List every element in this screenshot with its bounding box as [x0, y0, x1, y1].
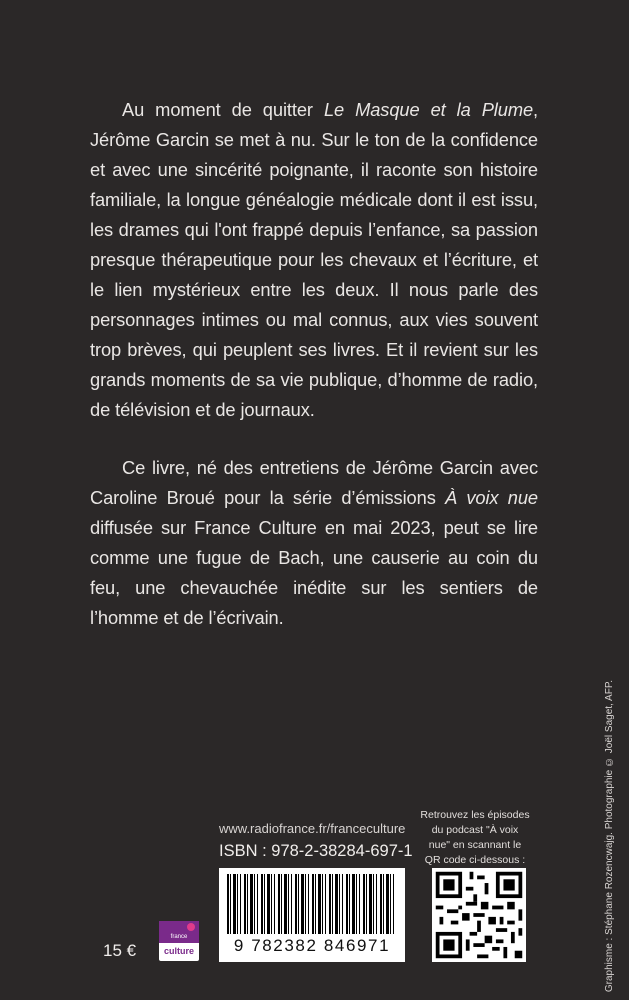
publisher-url[interactable]: www.radiofrance.fr/franceculture [219, 821, 406, 836]
price: 15 € [103, 941, 137, 960]
logo-line1: france [170, 934, 188, 940]
series-title: À voix nue [445, 487, 538, 508]
back-cover-blurb [90, 95, 538, 661]
photo-credits: Graphisme : Stéphane Rozencwajg. Photographie © Joël Saget, AFP. [604, 680, 615, 993]
logo-dot [187, 923, 195, 931]
barcode [219, 868, 405, 962]
barcode-digits: 9 782382 846971 [233, 936, 391, 955]
france-culture-logo [159, 921, 199, 961]
blurb-text: Ce livre, né des entretiens de Jérôme Garcin avec Caroline Broué pour la série d’émissions [90, 457, 538, 508]
blurb-text: Au moment de quitter [122, 99, 324, 120]
isbn: ISBN : 978-2-38284-697-1 [219, 842, 413, 860]
barcode-bars [227, 874, 397, 934]
blurb-text: , Jérôme Garcin se met à nu. Sur le ton de la confidence et avec une sincérité poignante, il raconte son histoire familiale, la longue généalogie médicale dont il est issu, les drames qui l'ont frappé depuis l’enfance, sa passion presque thérapeutique pour les chevaux et l’écriture, et le lien mystérieux entre les deux. Il nous parle des personnages intimes ou mal connus, aux vies souvent trop brèves, qui peuplent ses livres. Et il revient sur les grands moments de sa vie publique, d’homme de radio, de télévision et de journaux. [90, 99, 538, 420]
show-title: Le Masque et la Plume [323, 99, 534, 120]
blurb-text: diffusée sur France Culture en mai 2023, peut se lire comme une fugue de Bach, une causerie au coin du feu, une chevauchée inédite sur les sentiers de l’homme et de l’écrivain. [90, 517, 538, 628]
qr-caption: Retrouvez les épisodes du podcast "À voix nue" en scannant le QR code ci-dessous : [420, 809, 530, 866]
qr-code-icon [432, 868, 526, 962]
qr-code[interactable] [432, 868, 526, 962]
blurb-paragraph-2 [90, 453, 538, 633]
blurb-paragraph-1 [90, 95, 538, 425]
logo-line2: culture [163, 946, 194, 956]
